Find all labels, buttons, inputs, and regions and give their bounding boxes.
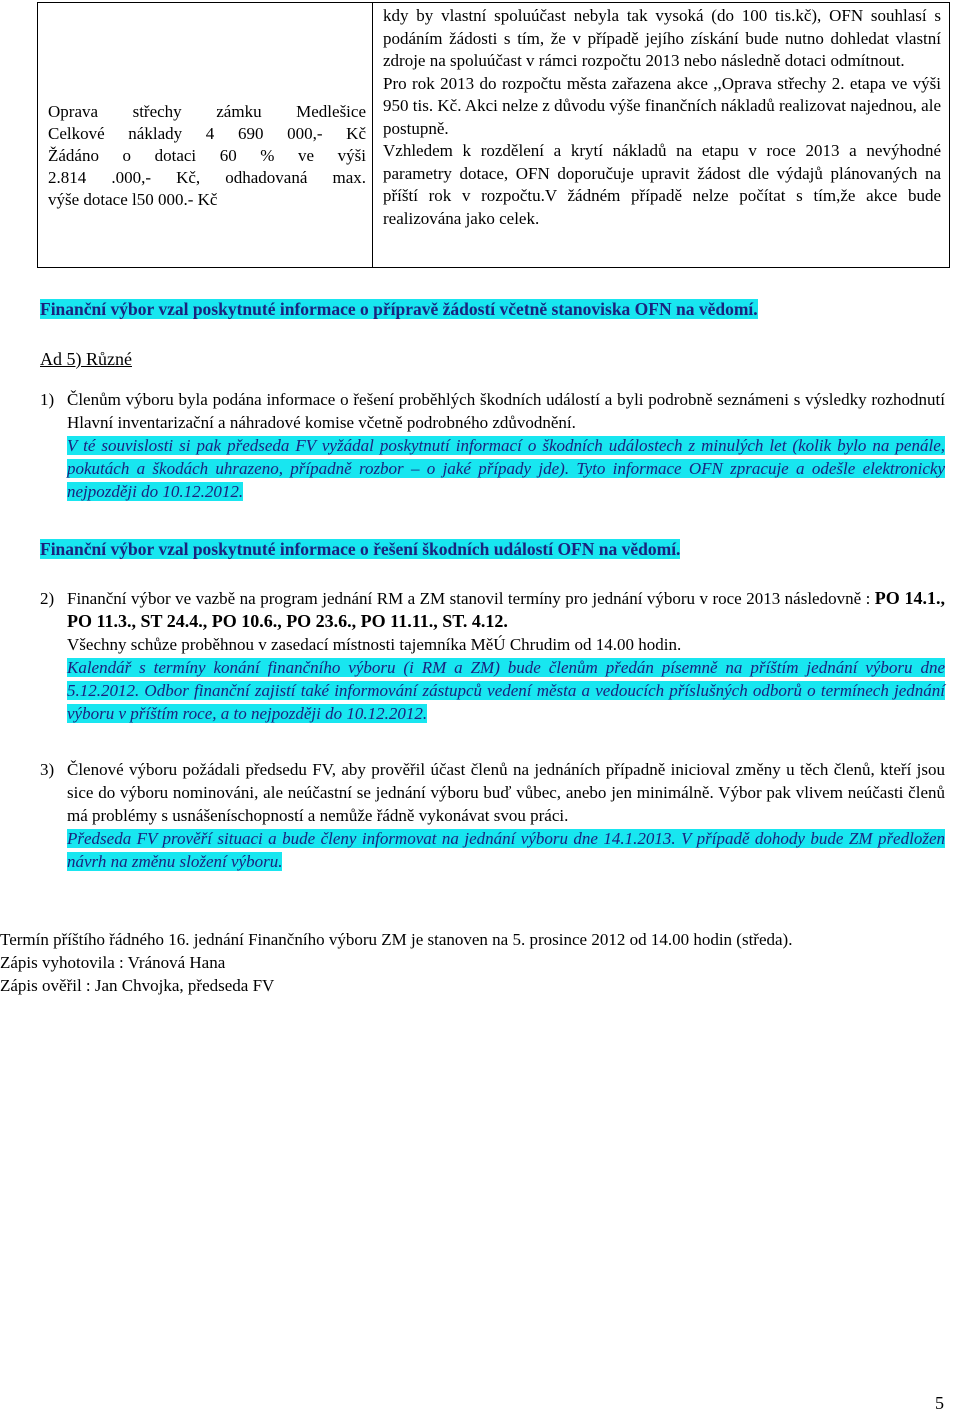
agenda-item-3 [40, 758, 945, 873]
item-number: 3) [40, 760, 55, 779]
project-description-cell [38, 3, 373, 267]
comment-paragraph: Vzhledem k rozdělení a krytí nákladů na etapu v roce 2013 a nevýhodné parametry dotace, OFN doporučuje upravit žádost dle výdajů plánovaných na příští rok v rozpočtu.V žádném případě nelze počítat s tím,že akce bude realizována jako celek. [383, 141, 941, 228]
resolution-text: Finanční výbor vzal poskytnuté informace o přípravě žádostí včetně stanoviska OFN na vědomí. [40, 299, 758, 319]
section-heading: Ad 5) Různé [40, 349, 132, 369]
page-number: 5 [935, 1393, 944, 1413]
item-number: 2) [40, 589, 55, 608]
project-line: Oprava střechy zámku Medlešice [48, 102, 366, 121]
comment-paragraph: kdy by vlastní spoluúčast nebyla tak vysoká (do 100 tis.kč), OFN souhlasí s podáním žádosti s tím, že v případě jejího získání bude nutno dohledat vlastní zdroje na spoluúčast v rámci rozpočtu 2013 nebo následně dotaci odmítnout. [383, 6, 941, 70]
agenda-item-2 [40, 587, 945, 725]
written-by: Zápis vyhotovila : Vránová Hana [0, 953, 226, 972]
item-text: Členové výboru požádali předsedu FV, aby prověřil účast členů na jednáních případně inicioval změny u těch členů, kteří jsou sice do výboru nominováni, ale neúčastní se jednání výboru buď vůbec, anebo jen minimálně. Výbor pak vlivem neúčasti členů má problémy s usnášeníschopností a nemůže řádně vykonávat svou práci. [67, 760, 945, 825]
comment-paragraph: Pro rok 2013 do rozpočtu města zařazena akce ,,Oprava střechy 2. etapa ve výši 950 tis. Kč. Akci nelze z důvodu výše finančních nákladů realizovat najednou, ale postupně. [383, 73, 941, 138]
verified-by: Zápis ověřil : Jan Chvojka, předseda FV [0, 976, 275, 995]
item-text: Členům výboru byla podána informace o řešení proběhlých škodních událostí a byli podrobně seznámeni s výsledky rozhodnutí Hlavní inventarizační a náhradové komise včetně podrobného zdůvodnění. [67, 390, 945, 432]
project-line: výše dotace l50 000.- Kč [48, 190, 218, 209]
resolution-statement [40, 538, 950, 561]
minutes-footer [0, 928, 950, 997]
item-text: Finanční výbor ve vazbě na program jednání RM a ZM stanovil termíny pro jednání výboru v roce 2013 následovně : [67, 589, 871, 608]
item-action-highlight: Kalendář s termíny konání finančního výboru (i RM a ZM) bude členům předán písemně na příštím jednání výboru dne 5.12.2012. Odbor finanční zajistí také informování zástupců vedení města a vedoucích příslušných odborů o termínech jednání výboru v příštím roce, a to nejpozději do 10.12.2012. [67, 658, 945, 723]
project-line: Žádáno o dotaci 60 % ve výši [48, 146, 366, 165]
meeting-dates: PO 14.1., PO 11.3., ST 24.4., PO 10.6., PO 23.6., PO 11.11., ST. 4.12. [67, 588, 946, 631]
agenda-item-1 [40, 388, 945, 503]
resolution-text: Finanční výbor vzal poskytnuté informace o řešení škodních událostí OFN na vědomí. [40, 539, 681, 559]
item-number: 1) [40, 390, 55, 409]
item-action-highlight: V té souvislosti si pak předseda FV vyžádal poskytnutí informací o škodních událostech z minulých let (kolik bylo na penále, pokutách a škodách uhrazeno, případně rozbor – o jaké případy jde). Tyto informace OFN zpracuje a odešle elektronicky nejpozději do 10.12.2012. [67, 436, 945, 501]
item-text: Všechny schůze proběhnou v zasedací místnosti tajemníka MěÚ Chrudim od 14.00 hodin. [67, 635, 682, 654]
project-table [37, 2, 950, 268]
next-meeting-note: Termín příštího řádného 16. jednání Finančního výboru ZM je stanoven na 5. prosince 2012 od 14.00 hodin (středa). [0, 930, 793, 949]
project-comment-cell [373, 3, 949, 267]
resolution-statement [40, 298, 950, 321]
project-line: 2.814 .000,- Kč, odhadovaná max. [48, 168, 366, 187]
item-action-highlight: Předseda FV prověří situaci a bude členy informovat na jednání výboru dne 14.1.2013. V případě dohody bude ZM předložen návrh na změnu složení výboru. [67, 829, 945, 871]
project-line: Celkové náklady 4 690 000,- Kč [48, 124, 366, 143]
